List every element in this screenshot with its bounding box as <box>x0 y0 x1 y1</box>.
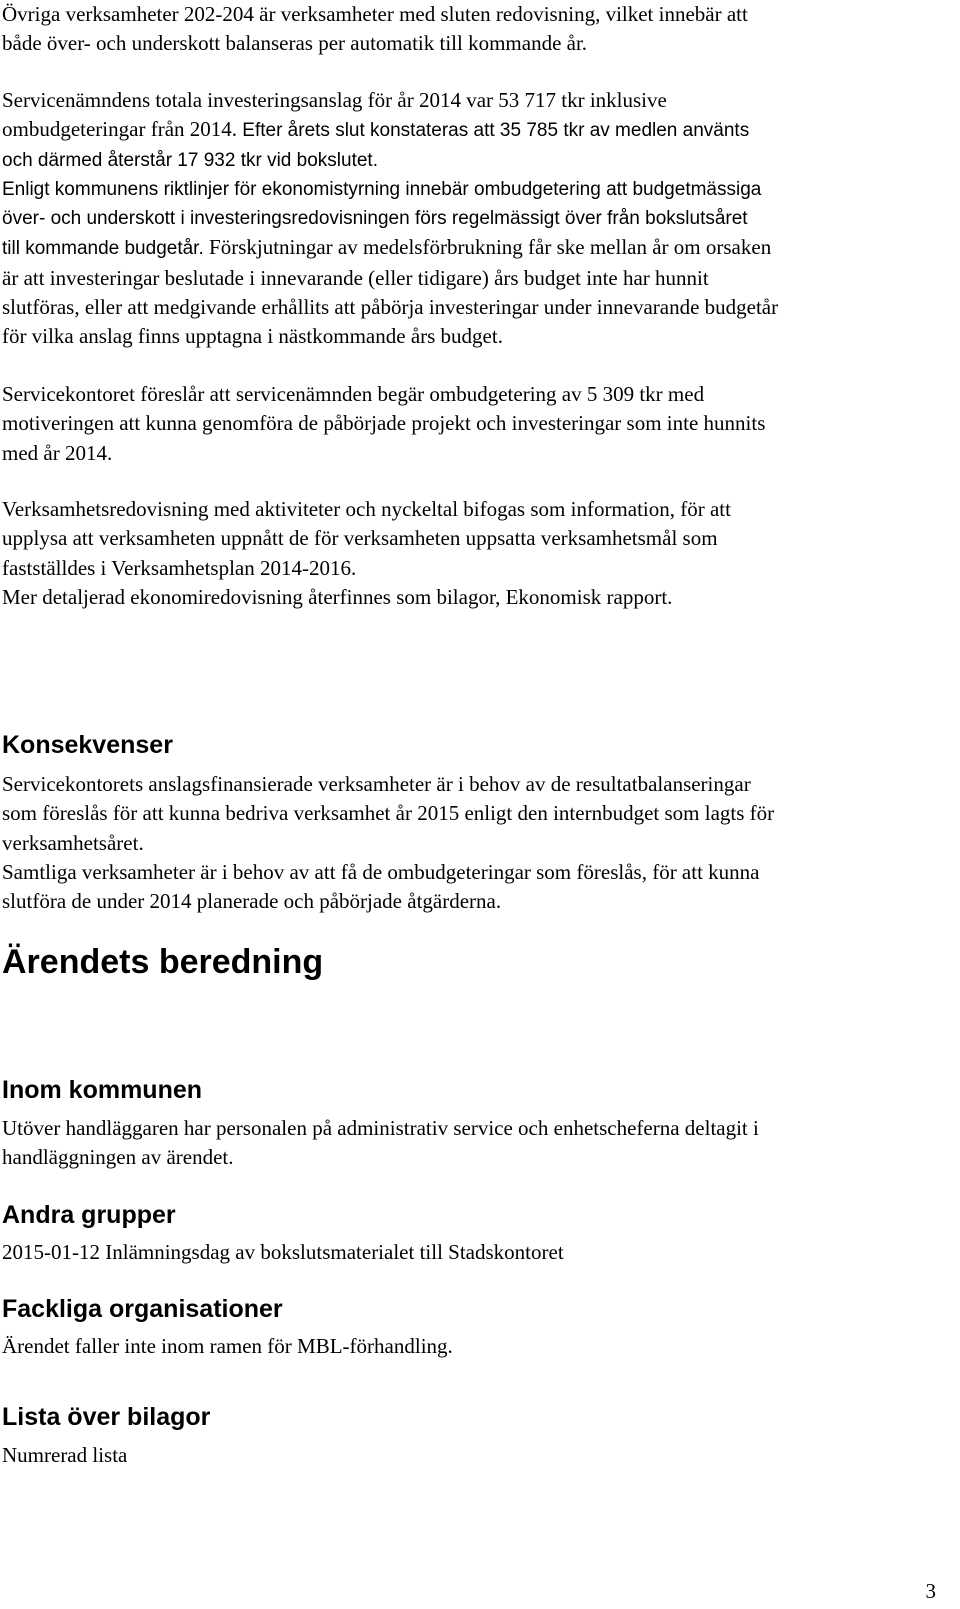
text-line: Utöver handläggaren har personalen på administrativ service och enhetscheferna deltagit i <box>2 1116 759 1140</box>
paragraph-bilagor <box>2 1441 937 1470</box>
text-line: Servicekontorets anslagsfinansierade verksamheter är i behov av de resultatbalanseringar <box>2 772 751 796</box>
text-line-sans: och därmed återstår 17 932 tkr vid bokslutet. <box>2 149 378 171</box>
text-line: för vilka anslag finns upptagna i nästkommande års budget. <box>2 324 503 349</box>
paragraph-andra-grupper <box>2 1238 937 1267</box>
paragraph-konsekvenser <box>2 770 937 916</box>
text-line: fastställdes i Verksamhetsplan 2014-2016. <box>2 555 357 580</box>
text-segment-sans: till kommande budgetår. <box>2 238 210 260</box>
text-line: som föreslås för att kunna bedriva verksamhet år 2015 enligt den internbudget som lagts för <box>2 801 775 826</box>
text-line: Verksamhetsredovisning med aktiviteter och nyckeltal bifogas som information, för att <box>2 497 731 521</box>
text-segment: Förskjutningar av medelsförbrukning får ske mellan år om orsaken <box>209 235 772 260</box>
text-line <box>2 115 937 145</box>
heading-andra-grupper: Andra grupper <box>2 1201 176 1229</box>
text-line: upplysa att verksamheten uppnått de för verksamheten uppsatta verksamhetsmål som <box>2 526 718 551</box>
text-segment: ombudgeteringar från 2014. <box>2 117 243 142</box>
text-line: Mer detaljerad ekonomiredovisning återfinnes som bilagor, Ekonomisk rapport. <box>2 584 673 609</box>
text-line: Numrerad lista <box>2 1443 128 1467</box>
paragraph-inom-kommunen <box>2 1114 937 1173</box>
text-line: Övriga verksamheter 202-204 är verksamheter med sluten redovisning, vilket innebär att <box>2 2 748 26</box>
text-line: både över- och underskott balanseras per automatik till kommande år. <box>2 31 588 56</box>
paragraph-verksamhetsredovisning <box>2 495 937 612</box>
text-line: Ärendet faller inte inom ramen för MBL-förhandling. <box>2 1334 453 1358</box>
page-number: 3 <box>925 1579 936 1603</box>
paragraph-fackliga <box>2 1332 937 1361</box>
heading-inom-kommunen: Inom kommunen <box>2 1076 203 1104</box>
heading-arendets-beredning: Ärendets beredning <box>2 943 324 981</box>
text-line: är att investeringar beslutade i innevarande (eller tidigare) års budget inte har hunnit <box>2 265 709 290</box>
text-segment-sans: Efter årets slut konstateras att 35 785 tkr av medlen använts <box>242 120 750 142</box>
heading-lista-over-bilagor: Lista över bilagor <box>2 1403 211 1431</box>
text-line <box>2 233 937 263</box>
text-line-sans: över- och underskott i investeringsredovisningen förs regelmässigt över från bokslutsåret <box>2 208 748 230</box>
text-line: Servicenämndens totala investeringsanslag för år 2014 var 53 717 tkr inklusive <box>2 88 667 112</box>
text-line: verksamhetsåret. <box>2 830 144 855</box>
text-line: Samtliga verksamheter är i behov av att få de ombudgeteringar som föreslås, för att kunna <box>2 859 760 884</box>
text-line: 2015-01-12 Inlämningsdag av bokslutsmaterialet till Stadskontoret <box>2 1240 564 1264</box>
heading-fackliga-organisationer: Fackliga organisationer <box>2 1295 283 1323</box>
text-line: handläggningen av ärendet. <box>2 1145 234 1170</box>
paragraph-sluten-redovisning <box>2 0 937 59</box>
text-line-sans: Enligt kommunens riktlinjer för ekonomistyrning innebär ombudgetering att budgetmässiga <box>2 178 762 200</box>
text-line: slutföras, eller att medgivande erhållits att påbörja investeringar under innevarande budgetår <box>2 295 779 320</box>
paragraph-ombudgetering <box>2 380 937 468</box>
paragraph-investeringsanslag <box>2 86 937 352</box>
text-line: med år 2014. <box>2 440 113 465</box>
text-line: motiveringen att kunna genomföra de påbörjade projekt och investeringar som inte hunnits <box>2 411 766 436</box>
text-line: Servicekontoret föreslår att servicenämnden begär ombudgetering av 5 309 tkr med <box>2 382 705 406</box>
heading-konsekvenser: Konsekvenser <box>2 731 173 759</box>
text-line: slutföra de under 2014 planerade och påbörjade åtgärderna. <box>2 889 502 914</box>
